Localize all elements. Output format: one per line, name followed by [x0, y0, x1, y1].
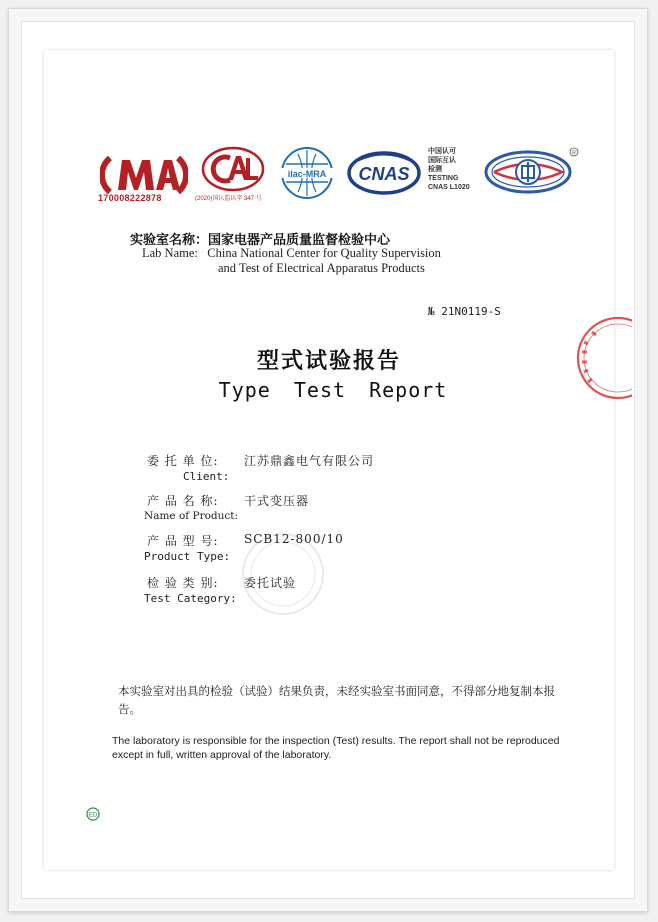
lab-name-en — [142, 246, 441, 261]
notice-en: The laboratory is responsible for the inspection (Test) results. The report shall not be reproduced except in full, written approval of the laboratory. — [112, 735, 560, 761]
client-label-cn: 委 托 单 位: — [147, 454, 219, 468]
testing-accreditation — [428, 147, 470, 192]
cqc-logo — [482, 146, 580, 196]
cnas-logo — [346, 150, 422, 196]
report-number: № 21N0119-S — [428, 305, 501, 318]
lab-name-en-line-1: China National Center for Quality Supervision — [207, 246, 441, 260]
product-name-label-cn: 产 品 名 称: — [147, 494, 219, 508]
test-category-label-cn: 检 验 类 别: — [147, 576, 219, 590]
client-value: 江苏鼎鑫电气有限公司 — [244, 454, 375, 468]
cnas-text: CNAS — [358, 164, 410, 184]
title-cn: 型式试验报告 — [256, 349, 401, 374]
product-type-label-cn: 产 品 型 号: — [147, 534, 219, 548]
product-name-label-en: Name of Product: — [144, 510, 239, 522]
cal-number: (2020)国认监认字 347 号 — [195, 196, 262, 202]
svg-text:R: R — [572, 150, 576, 156]
lab-name-en-label: Lab Name: — [142, 246, 198, 260]
testing-line-4: TESTING — [428, 175, 459, 182]
svg-text:ED: ED — [88, 812, 98, 819]
cma-number: 170008222878 — [98, 193, 162, 203]
testing-line-2: 国际互认 — [428, 157, 456, 164]
notice-cn: 本实验室对出具的检验（试验）结果负责，未经实验室书面同意，不得部分地复制本报告。 — [118, 684, 555, 716]
client-label-en: Client: — [183, 470, 230, 483]
product-name-value: 干式变压器 — [244, 494, 310, 508]
ilac-mra-logo — [276, 146, 338, 200]
small-green-mark-icon — [86, 807, 100, 821]
test-category-value: 委托试验 — [244, 576, 297, 590]
lab-name-cn-label: 实验室名称： — [130, 233, 209, 248]
product-type-value: SCB12-800/10 — [244, 532, 344, 546]
lab-name-en-line-2: and Test of Electrical Apparatus Products — [218, 261, 425, 275]
title-en: Type Test Report — [218, 378, 448, 402]
lab-name-cn-value: 国家电器产品质量监督检验中心 — [208, 233, 391, 248]
testing-line-1: 中国认可 — [428, 148, 456, 155]
testing-line-3: 检测 — [428, 166, 442, 173]
product-type-label-en: Product Type: — [144, 550, 231, 563]
cal-logo — [200, 146, 266, 192]
testing-line-5: CNAS L1020 — [428, 184, 470, 191]
test-category-label-en: Test Category: — [144, 592, 237, 605]
ilac-text: ilac-MRA — [287, 169, 327, 179]
